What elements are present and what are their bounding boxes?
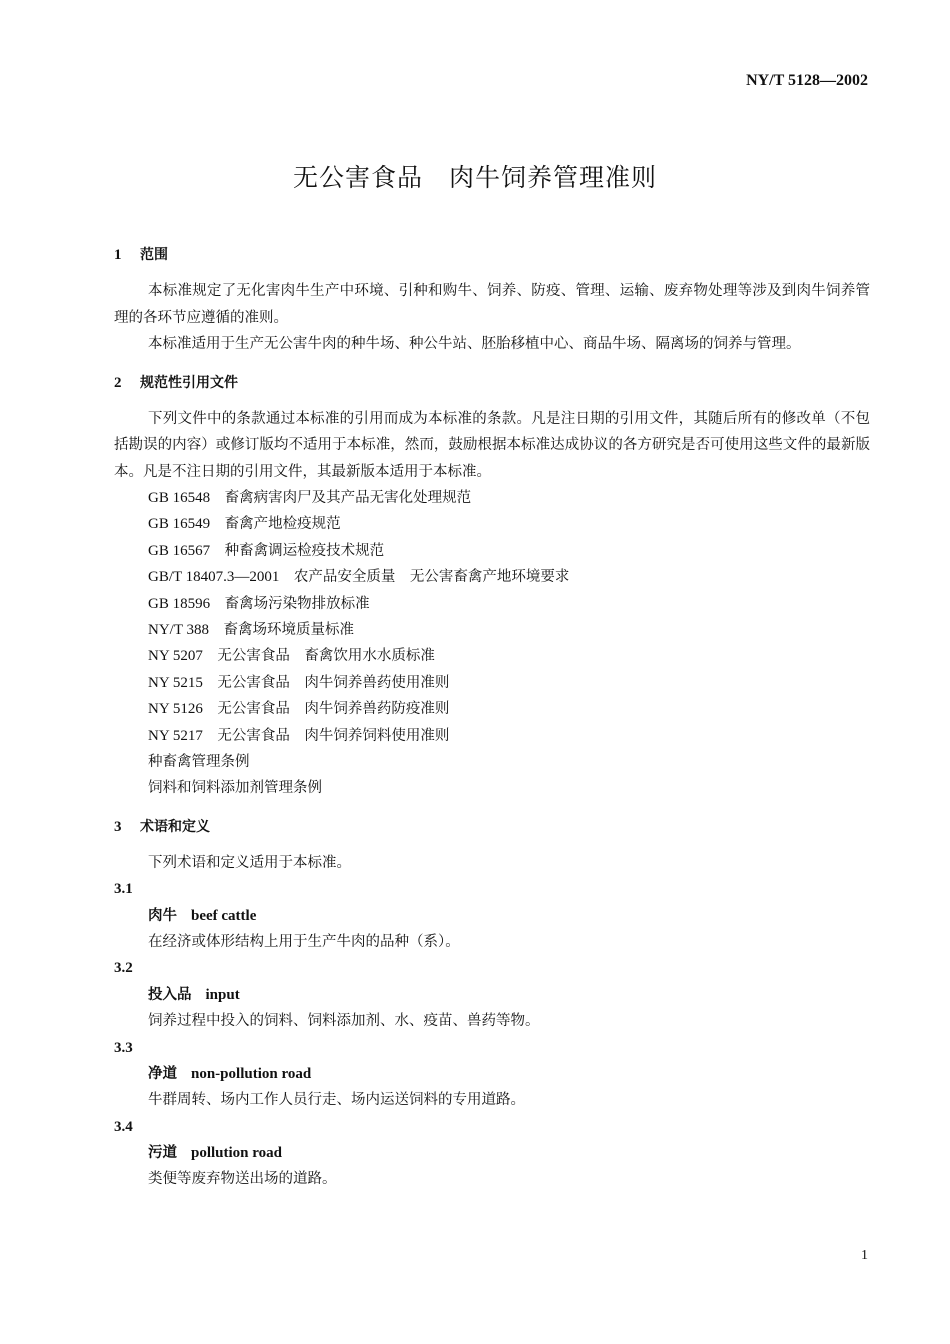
- term-en: input: [205, 986, 240, 1003]
- document-body: [114, 242, 870, 1193]
- reference-title: 农产品安全质量 无公害畜禽产地环境要求: [293, 569, 570, 586]
- term-name: [114, 982, 870, 1008]
- page-number: 1: [861, 1248, 868, 1263]
- reference-title: 无公害食品 肉牛饲养兽药防疫准则: [217, 701, 450, 718]
- reference-code: GB 18596: [148, 595, 211, 612]
- reference-code: GB 16549: [148, 516, 211, 533]
- term-definition: 牛群周转、场内工作人员行走、场内运送饲料的专用道路。: [148, 1092, 525, 1109]
- reference-item: [114, 670, 870, 696]
- reference-title: 种畜禽调运检疫技术规范: [224, 542, 385, 559]
- section-heading-references: [114, 370, 870, 396]
- term-number: 3.2: [114, 960, 133, 977]
- reference-code: NY 5126: [148, 701, 203, 718]
- term-number: 3.1: [114, 881, 133, 898]
- reference-title: 畜禽场污染物排放标准: [224, 595, 370, 612]
- term-definition: 类便等废弃物送出场的道路。: [148, 1171, 337, 1188]
- reference-item: [114, 511, 870, 537]
- reference-code: NY/T 388: [148, 621, 209, 638]
- term-name: [114, 1140, 870, 1166]
- term-en: pollution road: [191, 1145, 283, 1162]
- reference-title: 无公害食品 肉牛饲养兽药使用准则: [217, 674, 450, 691]
- term-name: [114, 1061, 870, 1087]
- reference-title: 畜禽场环境质量标准: [223, 621, 354, 638]
- section-heading-scope: [114, 242, 870, 268]
- term-zh: 肉牛: [148, 907, 177, 924]
- reference-item: [114, 643, 870, 669]
- reference-title: 畜禽病害肉尸及其产品无害化处理规范: [224, 490, 472, 506]
- term-definition: 饲养过程中投入的饲料、饲料添加剂、水、疫苗、兽药等物。: [148, 1013, 540, 1030]
- section-title: 范围: [140, 247, 168, 263]
- term-zh: 净道: [148, 1065, 177, 1082]
- paragraph: 下列文件中的条款通过本标准的引用而成为本标准的条款。凡是注日期的引用文件，其随后所有的修改单（不包括勘误的内容）或修订版均不适用于本标准，然而，鼓励根据本标准达成协议的各方研究是否可使用这些文件的最新版本。凡是不注日期的引用文件，其最新版本适用于本标准。: [114, 410, 870, 480]
- section-title: 术语和定义: [140, 818, 210, 835]
- reference-item: [114, 538, 870, 564]
- section-title: 规范性引用文件: [140, 374, 238, 391]
- reference-item: [114, 696, 870, 722]
- reference-item: [114, 564, 870, 590]
- term-en: non-pollution road: [191, 1065, 312, 1082]
- term-definition: 在经济或体形结构上用于生产牛肉的品种（系）。: [148, 933, 460, 950]
- term-zh: 污道: [148, 1145, 177, 1162]
- reference-code: GB 16567: [148, 542, 211, 559]
- paragraph: 本标准适用于生产无公害牛肉的种牛场、种公牛站、胚胎移植中心、商品牛场、隔离场的饲养与管理。: [148, 336, 801, 352]
- term-name: [114, 903, 870, 929]
- reference-code: NY 5217: [148, 727, 203, 744]
- reference-code: GB/T 18407.3—2001: [148, 569, 280, 586]
- reference-code: NY 5207: [148, 648, 203, 665]
- paragraph: 下列术语和定义适用于本标准。: [148, 854, 351, 871]
- reference-title: 无公害食品 畜禽饮用水水质标准: [217, 648, 435, 665]
- reference-item: [114, 749, 870, 775]
- term-number: 3.3: [114, 1039, 133, 1056]
- section-number: 1: [114, 247, 122, 263]
- reference-item: [114, 485, 870, 511]
- reference-title: 种畜禽管理条例: [148, 753, 250, 770]
- reference-title: 畜禽产地检疫规范: [224, 516, 341, 533]
- term-zh: 投入品: [148, 986, 192, 1003]
- document-title: 无公害食品 肉牛饲养管理准则: [292, 163, 657, 192]
- term-en: beef cattle: [191, 907, 257, 924]
- reference-title: 无公害食品 肉牛饲养饲料使用准则: [217, 727, 450, 744]
- paragraph: 本标准规定了无化害肉牛生产中环境、引种和购牛、饲养、防疫、管理、运输、废弃物处理等涉及到肉牛饲养管理的各环节应遵循的准则。: [114, 283, 870, 326]
- reference-item: [114, 591, 870, 617]
- reference-title: 饲料和饲料添加剂管理条例: [148, 780, 322, 797]
- reference-item: [114, 617, 870, 643]
- standard-code: NY/T 5128—2002: [746, 72, 868, 89]
- section-number: 3: [114, 818, 122, 835]
- section-heading-terms: [114, 814, 870, 840]
- reference-code: GB 16548: [148, 490, 211, 506]
- reference-item: [114, 775, 870, 801]
- reference-item: [114, 723, 870, 749]
- reference-code: NY 5215: [148, 674, 203, 691]
- term-number: 3.4: [114, 1118, 133, 1135]
- section-number: 2: [114, 374, 122, 391]
